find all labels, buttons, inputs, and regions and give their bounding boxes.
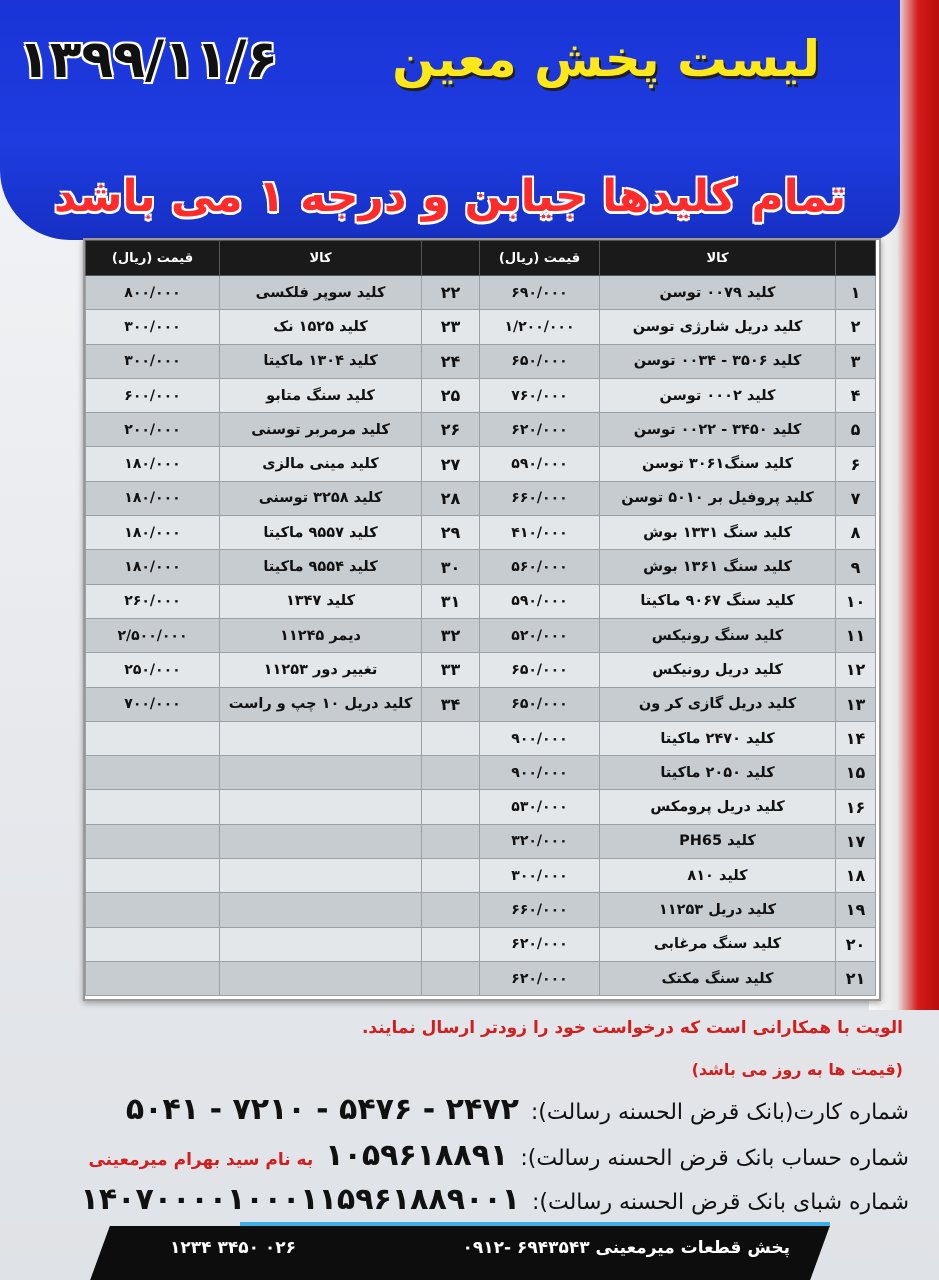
item-name: کلید سنگ ۱۳۳۱ بوش <box>600 516 836 550</box>
item-name: کلید PH65 <box>600 824 836 858</box>
table-row <box>86 618 876 652</box>
item-price <box>86 893 220 927</box>
price-table <box>85 240 876 996</box>
item-price: ۲۶۰/۰۰۰ <box>86 584 220 618</box>
item-name: کلید دریل پرومکس <box>600 790 836 824</box>
row-number: ۲۰ <box>836 927 876 961</box>
row-number: ۳۲ <box>422 618 480 652</box>
item-name: کلید پروفیل بر ۵۰۱۰ توسن <box>600 481 836 515</box>
item-name: کلید سنگ متابو <box>220 378 422 412</box>
price-update-notice: (قیمت ها به روز می باشد) <box>691 1060 903 1079</box>
page-subtitle: تمام کلیدها جیابن و درجه ۱ می باشد <box>53 170 847 222</box>
table-row <box>86 516 876 550</box>
row-number <box>422 927 480 961</box>
row-number <box>422 961 480 995</box>
item-price <box>86 721 220 755</box>
item-name: کلید سنگ ۹۰۶۷ ماکیتا <box>600 584 836 618</box>
row-number: ۲۶ <box>422 413 480 447</box>
row-number: ۱۳ <box>836 687 876 721</box>
item-name: کلید سنگ ۱۳۶۱ بوش <box>600 550 836 584</box>
row-number: ۱۹ <box>836 893 876 927</box>
item-price: ۵۹۰/۰۰۰ <box>480 584 600 618</box>
table-row <box>86 378 876 412</box>
table-row <box>86 824 876 858</box>
priority-notice: الویت با همکارانی است که درخواست خود را زودتر ارسال نمایند. <box>361 1018 903 1038</box>
sheba-number-line <box>81 1182 909 1217</box>
item-name: کلید ۲۴۷۰ ماکیتا <box>600 721 836 755</box>
item-price: ۱۸۰/۰۰۰ <box>86 481 220 515</box>
row-number: ۲۸ <box>422 481 480 515</box>
item-price: ۲۰۰/۰۰۰ <box>86 413 220 447</box>
row-number: ۲۱ <box>836 961 876 995</box>
row-number: ۴ <box>836 378 876 412</box>
table-row <box>86 276 876 310</box>
item-price <box>86 859 220 893</box>
item-name: کلید سنگ۳۰۶۱ توسن <box>600 447 836 481</box>
item-name: کلید دریل شارژی توسن <box>600 310 836 344</box>
item-price: ۸۰۰/۰۰۰ <box>86 276 220 310</box>
row-number: ۱۴ <box>836 721 876 755</box>
list-date: ۱۳۹۹/۱۱/۶ <box>18 30 279 90</box>
row-number: ۱۰ <box>836 584 876 618</box>
item-name <box>220 790 422 824</box>
item-price: ۱۸۰/۰۰۰ <box>86 550 220 584</box>
item-name <box>220 927 422 961</box>
item-price: ۶۶۰/۰۰۰ <box>480 893 600 927</box>
item-price: ۳۲۰/۰۰۰ <box>480 824 600 858</box>
item-price: ۶۲۰/۰۰۰ <box>480 413 600 447</box>
page-title: لیست پخش معین <box>392 30 820 88</box>
item-name: کلید ۱۳۰۴ ماکیتا <box>220 344 422 378</box>
item-name: کلید ۳۵۰۶ - ۰۰۳۴ توسن <box>600 344 836 378</box>
row-number: ۲۳ <box>422 310 480 344</box>
item-name: کلید ۳۴۵۰ - ۰۰۲۲ توسن <box>600 413 836 447</box>
item-name: کلید دریل رونیکس <box>600 653 836 687</box>
table-row <box>86 961 876 995</box>
item-name <box>220 756 422 790</box>
header-price-right: قیمت (ریال) <box>480 241 600 276</box>
item-price: ۵۹۰/۰۰۰ <box>480 447 600 481</box>
item-price: ۳۰۰/۰۰۰ <box>86 344 220 378</box>
item-price: ۷۶۰/۰۰۰ <box>480 378 600 412</box>
item-price: ۵۲۰/۰۰۰ <box>480 618 600 652</box>
item-name: کلید ۳۲۵۸ توسنی <box>220 481 422 515</box>
table-row <box>86 447 876 481</box>
row-number <box>422 859 480 893</box>
item-name <box>220 721 422 755</box>
item-name: کلید دریل ۱۱۲۵۳ <box>600 893 836 927</box>
row-number: ۹ <box>836 550 876 584</box>
row-number: ۳۰ <box>422 550 480 584</box>
item-name: دیمر ۱۱۲۴۵ <box>220 618 422 652</box>
table-row <box>86 481 876 515</box>
item-name: کلید ۲۰۵۰ ماکیتا <box>600 756 836 790</box>
item-price: ۶۰۰/۰۰۰ <box>86 378 220 412</box>
item-price: ۷۰۰/۰۰۰ <box>86 687 220 721</box>
table-row <box>86 550 876 584</box>
item-name: کلید سنگ رونیکس <box>600 618 836 652</box>
row-number <box>422 756 480 790</box>
item-price: ۵۳۰/۰۰۰ <box>480 790 600 824</box>
row-number <box>422 893 480 927</box>
item-price: ۶۵۰/۰۰۰ <box>480 687 600 721</box>
table-row <box>86 756 876 790</box>
sheba-label: شماره شبای بانک قرض الحسنه رسالت): <box>532 1190 909 1215</box>
table-row <box>86 344 876 378</box>
item-name <box>220 824 422 858</box>
row-number: ۱۲ <box>836 653 876 687</box>
sheba-number: ۱۴۰۷۰۰۰۰۱۰۰۰۱۱۵۹۶۱۸۸۹۰۰۱ <box>80 1182 520 1217</box>
row-number: ۲۲ <box>422 276 480 310</box>
item-name: کلید ۰۰۷۹ توسن <box>600 276 836 310</box>
item-price <box>86 961 220 995</box>
item-price <box>86 927 220 961</box>
table-row <box>86 859 876 893</box>
item-price: ۵۶۰/۰۰۰ <box>480 550 600 584</box>
account-label: شماره حساب بانک قرض الحسنه رسالت): <box>520 1146 909 1171</box>
row-number: ۲۹ <box>422 516 480 550</box>
item-price: ۳۰۰/۰۰۰ <box>480 859 600 893</box>
account-number-line <box>88 1138 909 1173</box>
item-name: کلید ۱۵۲۵ نک <box>220 310 422 344</box>
item-name: تغییر دور ۱۱۲۵۳ <box>220 653 422 687</box>
table-row <box>86 653 876 687</box>
header-num-right <box>836 241 876 276</box>
table-row <box>86 310 876 344</box>
header-num-left <box>422 241 480 276</box>
row-number: ۳ <box>836 344 876 378</box>
row-number: ۸ <box>836 516 876 550</box>
item-price: ۶۵۰/۰۰۰ <box>480 344 600 378</box>
item-price: ۳۰۰/۰۰۰ <box>86 310 220 344</box>
row-number: ۱۱ <box>836 618 876 652</box>
row-number: ۳۳ <box>422 653 480 687</box>
row-number <box>422 824 480 858</box>
row-number <box>422 721 480 755</box>
table-body <box>86 276 876 996</box>
item-name: کلید ۰۰۰۲ توسن <box>600 378 836 412</box>
item-price: ۱۸۰/۰۰۰ <box>86 516 220 550</box>
item-price <box>86 790 220 824</box>
item-name: کلید ۹۵۵۴ ماکیتا <box>220 550 422 584</box>
row-number: ۳۱ <box>422 584 480 618</box>
item-price: ۱/۲۰۰/۰۰۰ <box>480 310 600 344</box>
header-item-right: کالا <box>600 241 836 276</box>
table-row <box>86 413 876 447</box>
table-row <box>86 927 876 961</box>
table-row <box>86 790 876 824</box>
item-price: ۶۵۰/۰۰۰ <box>480 653 600 687</box>
row-number: ۱۷ <box>836 824 876 858</box>
item-name: کلید مینی مالزی <box>220 447 422 481</box>
row-number: ۲۷ <box>422 447 480 481</box>
row-number: ۳۴ <box>422 687 480 721</box>
item-name: کلید دریل ۱۰ چپ و راست <box>220 687 422 721</box>
price-table-container <box>83 238 881 1001</box>
row-number: ۱۸ <box>836 859 876 893</box>
item-price <box>86 756 220 790</box>
footer-phone: ۰۲۶ ۳۴۵۰ ۱۲۳۴ <box>170 1238 297 1258</box>
item-name <box>220 893 422 927</box>
item-name: کلید مرمربر توسنی <box>220 413 422 447</box>
item-name: کلید ۹۵۵۷ ماکیتا <box>220 516 422 550</box>
table-row <box>86 721 876 755</box>
row-number: ۵ <box>836 413 876 447</box>
row-number: ۲۵ <box>422 378 480 412</box>
item-price: ۹۰۰/۰۰۰ <box>480 721 600 755</box>
row-number: ۲ <box>836 310 876 344</box>
card-number: ۵۰۴۱ - ۷۲۱۰ - ۵۴۷۶ - ۲۴۷۲ <box>125 1092 519 1127</box>
item-price: ۶۶۰/۰۰۰ <box>480 481 600 515</box>
row-number: ۲۴ <box>422 344 480 378</box>
row-number: ۱۶ <box>836 790 876 824</box>
row-number <box>422 790 480 824</box>
row-number: ۶ <box>836 447 876 481</box>
item-price: ۶۲۰/۰۰۰ <box>480 927 600 961</box>
item-name: کلید ۸۱۰ <box>600 859 836 893</box>
item-name: کلید دریل گازی کر ون <box>600 687 836 721</box>
item-name: کلید سوپر فلکسی <box>220 276 422 310</box>
card-label: شماره کارت(بانک قرض الحسنه رسالت): <box>530 1100 909 1125</box>
item-name: کلید سنگ مرغابی <box>600 927 836 961</box>
table-header-row <box>86 241 876 276</box>
item-name: کلید سنگ مکتک <box>600 961 836 995</box>
item-price: ۶۲۰/۰۰۰ <box>480 961 600 995</box>
row-number: ۱۵ <box>836 756 876 790</box>
item-name <box>220 961 422 995</box>
footer-company: پخش قطعات میرمعینی ۶۹۴۳۵۴۳ -۰۹۱۲ <box>462 1238 790 1258</box>
header-item-left: کالا <box>220 241 422 276</box>
item-price: ۴۱۰/۰۰۰ <box>480 516 600 550</box>
item-price: ۲۵۰/۰۰۰ <box>86 653 220 687</box>
header-banner <box>0 0 900 240</box>
item-price: ۶۹۰/۰۰۰ <box>480 276 600 310</box>
header-price-left: قیمت (ریال) <box>86 241 220 276</box>
card-number-line <box>126 1092 909 1127</box>
item-name: کلید ۱۳۴۷ <box>220 584 422 618</box>
row-number: ۱ <box>836 276 876 310</box>
item-price <box>86 824 220 858</box>
table-row <box>86 584 876 618</box>
item-name <box>220 859 422 893</box>
item-price: ۹۰۰/۰۰۰ <box>480 756 600 790</box>
row-number: ۷ <box>836 481 876 515</box>
table-row <box>86 687 876 721</box>
account-holder: به نام سید بهرام میرمعینی <box>88 1150 314 1170</box>
item-price: ۲/۵۰۰/۰۰۰ <box>86 618 220 652</box>
item-price: ۱۸۰/۰۰۰ <box>86 447 220 481</box>
footer-contact <box>170 1238 790 1258</box>
account-number: ۱۰۵۹۶۱۸۸۹۱ <box>325 1138 509 1173</box>
table-row <box>86 893 876 927</box>
